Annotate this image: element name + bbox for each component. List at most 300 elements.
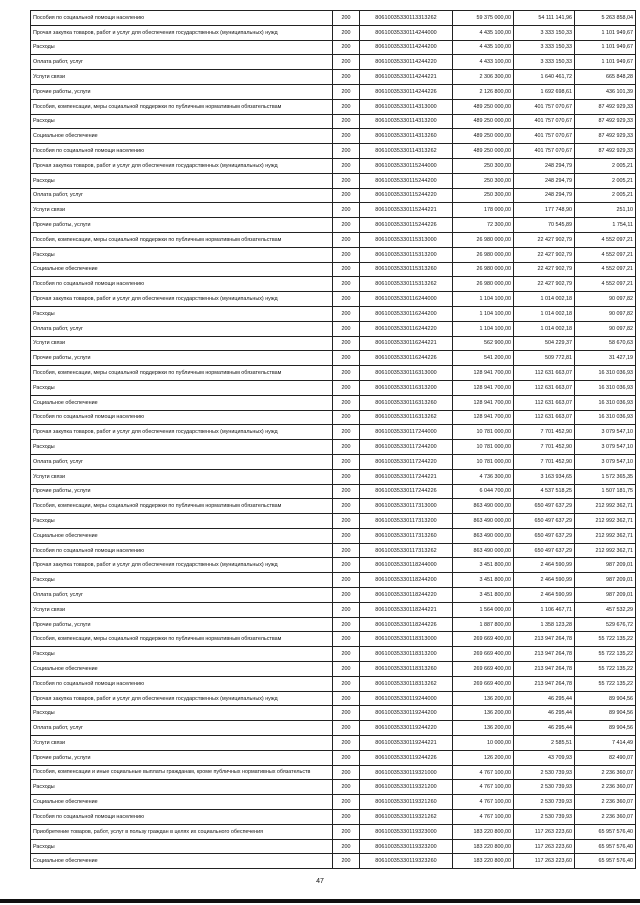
row-kbk-cell: 80610035330118313262 [360,676,453,691]
row-remaining-cell: 212 992 362,71 [575,528,636,543]
row-kbk-cell: 80610035330118244000 [360,558,453,573]
table-row [31,306,636,321]
table-row [31,454,636,469]
row-kbk-cell: 80610035330116244221 [360,336,453,351]
row-remaining-cell: 457 532,29 [575,602,636,617]
row-code-cell: 200 [333,528,360,543]
row-code-cell: 200 [333,454,360,469]
row-executed-cell: 22 427 902,79 [514,232,575,247]
row-executed-cell: 2 464 590,99 [514,573,575,588]
row-code-cell: 200 [333,366,360,381]
row-executed-cell: 7 701 452,90 [514,425,575,440]
row-executed-cell: 46 295,44 [514,691,575,706]
row-code-cell: 200 [333,55,360,70]
table-row [31,55,636,70]
row-remaining-cell: 3 079 547,10 [575,440,636,455]
row-remaining-cell: 87 492 929,33 [575,114,636,129]
table-row [31,173,636,188]
row-code-cell: 200 [333,558,360,573]
row-executed-cell: 46 295,44 [514,706,575,721]
row-remaining-cell: 55 722 135,22 [575,676,636,691]
row-remaining-cell: 89 904,56 [575,721,636,736]
row-code-cell: 200 [333,721,360,736]
row-code-cell: 200 [333,99,360,114]
table-row [31,662,636,677]
row-kbk-cell: 80610035330115244000 [360,158,453,173]
row-approved-cell: 128 941 700,00 [453,380,514,395]
row-kbk-cell: 80610035330119323200 [360,839,453,854]
row-executed-cell: 3 333 150,33 [514,40,575,55]
table-row [31,810,636,825]
row-executed-cell: 1 014 002,18 [514,292,575,307]
row-code-cell: 200 [333,602,360,617]
row-code-cell: 200 [333,232,360,247]
row-approved-cell: 4 767 100,00 [453,810,514,825]
row-approved-cell: 1 564 000,00 [453,602,514,617]
row-name-cell: Оплата работ, услуг [31,188,333,203]
table-row [31,99,636,114]
row-code-cell: 200 [333,440,360,455]
row-code-cell: 200 [333,617,360,632]
row-name-cell: Пособия, компенсации и иные социальные выплаты гражданам, кроме публичных нормативных обязательств [31,765,333,780]
table-body [31,11,636,869]
row-executed-cell: 650 497 637,29 [514,543,575,558]
row-code-cell: 200 [333,810,360,825]
row-remaining-cell: 1 507 181,75 [575,484,636,499]
row-executed-cell: 3 333 150,33 [514,55,575,70]
row-kbk-cell: 80610035330115244221 [360,203,453,218]
row-executed-cell: 213 947 264,78 [514,647,575,662]
row-code-cell: 200 [333,499,360,514]
row-name-cell: Услуги связи [31,602,333,617]
row-kbk-cell: 80610035330119244000 [360,691,453,706]
row-name-cell: Прочая закупка товаров, работ и услуг для обеспечения государственных (муниципальных) нужд [31,292,333,307]
row-kbk-cell: 80610035330115313260 [360,262,453,277]
row-name-cell: Расходы [31,706,333,721]
row-executed-cell: 7 701 452,90 [514,454,575,469]
row-remaining-cell: 212 992 362,71 [575,514,636,529]
table-row [31,336,636,351]
row-remaining-cell: 665 848,28 [575,70,636,85]
row-kbk-cell: 80610035330118313000 [360,632,453,647]
row-code-cell: 200 [333,25,360,40]
row-remaining-cell: 90 097,82 [575,321,636,336]
row-approved-cell: 26 980 000,00 [453,262,514,277]
row-approved-cell: 10 000,00 [453,736,514,751]
row-remaining-cell: 16 310 036,93 [575,366,636,381]
row-remaining-cell: 1 101 949,67 [575,25,636,40]
table-row [31,750,636,765]
row-name-cell: Прочие работы, услуги [31,218,333,233]
row-kbk-cell: 80610035330116313262 [360,410,453,425]
row-remaining-cell: 987 209,01 [575,588,636,603]
row-remaining-cell: 1 101 949,67 [575,55,636,70]
row-executed-cell: 2 530 739,93 [514,765,575,780]
row-name-cell: Расходы [31,40,333,55]
table-row [31,366,636,381]
row-name-cell: Социальное обеспечение [31,662,333,677]
row-code-cell: 200 [333,514,360,529]
row-executed-cell: 401 757 070,67 [514,114,575,129]
row-kbk-cell: 80610035330115313200 [360,247,453,262]
row-kbk-cell: 80610035330114313000 [360,99,453,114]
row-kbk-cell: 80610035330117313260 [360,528,453,543]
row-code-cell: 200 [333,795,360,810]
row-remaining-cell: 2 005,21 [575,158,636,173]
row-approved-cell: 26 980 000,00 [453,277,514,292]
row-executed-cell: 401 757 070,67 [514,129,575,144]
row-name-cell: Прочая закупка товаров, работ и услуг для обеспечения государственных (муниципальных) нужд [31,158,333,173]
row-name-cell: Расходы [31,440,333,455]
row-approved-cell: 136 200,00 [453,706,514,721]
row-kbk-cell: 80610035330116313260 [360,395,453,410]
row-name-cell: Социальное обеспечение [31,795,333,810]
row-code-cell: 200 [333,780,360,795]
row-executed-cell: 401 757 070,67 [514,99,575,114]
row-code-cell: 200 [333,484,360,499]
row-kbk-cell: 80610035330118244200 [360,573,453,588]
row-kbk-cell: 80610035330119244226 [360,750,453,765]
row-kbk-cell: 80610035330116244000 [360,292,453,307]
table-row [31,691,636,706]
row-approved-cell: 4 433 100,00 [453,55,514,70]
row-kbk-cell: 80610035330116244226 [360,351,453,366]
row-remaining-cell: 987 209,01 [575,558,636,573]
row-code-cell: 200 [333,410,360,425]
row-code-cell: 200 [333,114,360,129]
row-name-cell: Услуги связи [31,469,333,484]
row-code-cell: 200 [333,218,360,233]
row-kbk-cell: 80610035330119244200 [360,706,453,721]
row-remaining-cell: 4 552 097,21 [575,277,636,292]
row-kbk-cell: 80610035330114244000 [360,25,453,40]
table-row [31,632,636,647]
row-name-cell: Расходы [31,306,333,321]
row-code-cell: 200 [333,706,360,721]
row-code-cell: 200 [333,129,360,144]
row-name-cell: Оплата работ, услуг [31,721,333,736]
row-executed-cell: 112 631 663,07 [514,366,575,381]
row-remaining-cell: 987 209,01 [575,573,636,588]
row-approved-cell: 3 451 800,00 [453,558,514,573]
row-name-cell: Социальное обеспечение [31,129,333,144]
row-kbk-cell: 80610035330119321000 [360,765,453,780]
row-executed-cell: 70 545,89 [514,218,575,233]
row-kbk-cell: 80610035330117244220 [360,454,453,469]
row-remaining-cell: 16 310 036,93 [575,395,636,410]
row-kbk-cell: 80610035330116313000 [360,366,453,381]
row-approved-cell: 250 300,00 [453,188,514,203]
row-code-cell: 200 [333,824,360,839]
row-code-cell: 200 [333,188,360,203]
row-kbk-cell: 80610035330114244221 [360,70,453,85]
row-executed-cell: 43 709,93 [514,750,575,765]
table-row [31,617,636,632]
row-approved-cell: 4 435 100,00 [453,40,514,55]
row-code-cell: 200 [333,395,360,410]
row-name-cell: Пособия по социальной помощи населению [31,144,333,159]
row-name-cell: Пособия, компенсации, меры социальной поддержки по публичным нормативным обязательствам [31,499,333,514]
row-approved-cell: 2 126 800,00 [453,84,514,99]
table-row [31,129,636,144]
row-kbk-cell: 80610035330117313200 [360,514,453,529]
row-remaining-cell: 16 310 036,93 [575,410,636,425]
row-kbk-cell: 80610035330115313000 [360,232,453,247]
table-row [31,84,636,99]
row-code-cell: 200 [333,632,360,647]
row-executed-cell: 650 497 637,29 [514,499,575,514]
row-approved-cell: 136 200,00 [453,721,514,736]
row-code-cell: 200 [333,736,360,751]
row-name-cell: Социальное обеспечение [31,395,333,410]
row-remaining-cell: 1 572 365,35 [575,469,636,484]
row-approved-cell: 3 451 800,00 [453,588,514,603]
row-executed-cell: 650 497 637,29 [514,514,575,529]
table-row [31,839,636,854]
table-row [31,543,636,558]
row-executed-cell: 112 631 663,07 [514,395,575,410]
row-approved-cell: 269 669 400,00 [453,632,514,647]
row-name-cell: Расходы [31,173,333,188]
table-row [31,11,636,26]
row-remaining-cell: 55 722 135,22 [575,647,636,662]
row-remaining-cell: 90 097,82 [575,292,636,307]
row-executed-cell: 650 497 637,29 [514,528,575,543]
row-code-cell: 200 [333,662,360,677]
row-remaining-cell: 2 005,21 [575,173,636,188]
row-approved-cell: 489 250 000,00 [453,129,514,144]
row-approved-cell: 269 669 400,00 [453,647,514,662]
table-row [31,40,636,55]
table-row [31,440,636,455]
row-executed-cell: 117 263 223,60 [514,854,575,869]
row-name-cell: Социальное обеспечение [31,528,333,543]
row-remaining-cell: 89 904,56 [575,691,636,706]
row-kbk-cell: 80610035330114313200 [360,114,453,129]
row-executed-cell: 213 947 264,78 [514,662,575,677]
row-code-cell: 200 [333,765,360,780]
row-approved-cell: 269 669 400,00 [453,676,514,691]
row-approved-cell: 10 781 000,00 [453,440,514,455]
row-code-cell: 200 [333,70,360,85]
row-executed-cell: 117 263 223,60 [514,839,575,854]
row-remaining-cell: 65 957 576,40 [575,839,636,854]
row-remaining-cell: 2 236 360,07 [575,765,636,780]
row-name-cell: Социальное обеспечение [31,854,333,869]
row-name-cell: Расходы [31,514,333,529]
table-row [31,469,636,484]
table-row [31,188,636,203]
row-remaining-cell: 55 722 135,22 [575,632,636,647]
table-row [31,824,636,839]
table-row [31,736,636,751]
row-kbk-cell: 80610035330114244226 [360,84,453,99]
row-executed-cell: 3 333 150,33 [514,25,575,40]
row-code-cell: 200 [333,173,360,188]
row-approved-cell: 863 490 000,00 [453,528,514,543]
row-approved-cell: 10 781 000,00 [453,454,514,469]
row-name-cell: Приобретение товаров, работ, услуг в пользу граждан в целях их социального обеспечения [31,824,333,839]
row-code-cell: 200 [333,277,360,292]
row-code-cell: 200 [333,573,360,588]
row-code-cell: 200 [333,11,360,26]
row-approved-cell: 178 000,00 [453,203,514,218]
row-approved-cell: 4 767 100,00 [453,765,514,780]
row-code-cell: 200 [333,691,360,706]
row-name-cell: Прочие работы, услуги [31,351,333,366]
row-kbk-cell: 80610035330117244221 [360,469,453,484]
row-approved-cell: 250 300,00 [453,173,514,188]
row-name-cell: Пособия, компенсации, меры социальной поддержки по публичным нормативным обязательствам [31,366,333,381]
row-name-cell: Услуги связи [31,736,333,751]
row-remaining-cell: 90 097,82 [575,306,636,321]
row-code-cell: 200 [333,336,360,351]
row-kbk-cell: 80610035330114313260 [360,129,453,144]
row-approved-cell: 128 941 700,00 [453,410,514,425]
row-approved-cell: 4 736 300,00 [453,469,514,484]
row-name-cell: Прочая закупка товаров, работ и услуг для обеспечения государственных (муниципальных) нужд [31,425,333,440]
row-executed-cell: 2 464 590,99 [514,558,575,573]
row-remaining-cell: 82 490,07 [575,750,636,765]
row-executed-cell: 1 106 467,71 [514,602,575,617]
row-approved-cell: 4 767 100,00 [453,780,514,795]
row-approved-cell: 489 250 000,00 [453,99,514,114]
row-code-cell: 200 [333,292,360,307]
table-row [31,351,636,366]
row-kbk-cell: 80610035330117313000 [360,499,453,514]
row-approved-cell: 59 375 000,00 [453,11,514,26]
table-row [31,765,636,780]
row-code-cell: 200 [333,543,360,558]
row-name-cell: Оплата работ, услуг [31,588,333,603]
row-name-cell: Прочие работы, услуги [31,84,333,99]
row-kbk-cell: 80610035330119321262 [360,810,453,825]
row-approved-cell: 26 980 000,00 [453,247,514,262]
row-name-cell: Прочая закупка товаров, работ и услуг для обеспечения государственных (муниципальных) нужд [31,691,333,706]
row-kbk-cell: 80610035330114313262 [360,144,453,159]
table-row [31,277,636,292]
row-approved-cell: 1 887 800,00 [453,617,514,632]
row-approved-cell: 489 250 000,00 [453,144,514,159]
row-name-cell: Расходы [31,114,333,129]
row-remaining-cell: 3 079 547,10 [575,454,636,469]
row-kbk-cell: 80610035330114244200 [360,40,453,55]
table-row [31,528,636,543]
row-executed-cell: 248 294,79 [514,173,575,188]
row-executed-cell: 22 427 902,79 [514,277,575,292]
row-remaining-cell: 87 492 929,33 [575,144,636,159]
row-executed-cell: 2 530 739,93 [514,810,575,825]
row-remaining-cell: 212 992 362,71 [575,543,636,558]
row-code-cell: 200 [333,750,360,765]
row-remaining-cell: 89 904,56 [575,706,636,721]
table-row [31,602,636,617]
row-remaining-cell: 436 101,39 [575,84,636,99]
row-name-cell: Оплата работ, услуг [31,321,333,336]
row-code-cell: 200 [333,84,360,99]
row-code-cell: 200 [333,380,360,395]
table-row [31,854,636,869]
row-name-cell: Пособия по социальной помощи населению [31,277,333,292]
row-name-cell: Пособия по социальной помощи населению [31,11,333,26]
row-kbk-cell: 80610035330116244220 [360,321,453,336]
row-kbk-cell: 80610035330117313262 [360,543,453,558]
row-name-cell: Пособия, компенсации, меры социальной поддержки по публичным нормативным обязательствам [31,632,333,647]
row-kbk-cell: 80610035330115313262 [360,277,453,292]
row-approved-cell: 489 250 000,00 [453,114,514,129]
row-approved-cell: 126 200,00 [453,750,514,765]
table-row [31,25,636,40]
bottom-rule [0,899,640,903]
row-approved-cell: 1 104 100,00 [453,292,514,307]
table-row [31,158,636,173]
row-name-cell: Пособия по социальной помощи населению [31,676,333,691]
row-name-cell: Услуги связи [31,70,333,85]
row-executed-cell: 46 295,44 [514,721,575,736]
row-kbk-cell: 80610035330117244200 [360,440,453,455]
row-remaining-cell: 1 101 949,67 [575,40,636,55]
table-row [31,144,636,159]
row-executed-cell: 509 772,81 [514,351,575,366]
row-code-cell: 200 [333,158,360,173]
row-executed-cell: 504 229,37 [514,336,575,351]
row-executed-cell: 1 692 698,61 [514,84,575,99]
row-name-cell: Пособия по социальной помощи населению [31,543,333,558]
row-approved-cell: 4 435 100,00 [453,25,514,40]
row-approved-cell: 128 941 700,00 [453,366,514,381]
row-name-cell: Прочая закупка товаров, работ и услуг для обеспечения государственных (муниципальных) нужд [31,25,333,40]
row-executed-cell: 1 358 123,28 [514,617,575,632]
row-approved-cell: 183 220 800,00 [453,839,514,854]
row-remaining-cell: 31 427,19 [575,351,636,366]
row-executed-cell: 1 640 461,72 [514,70,575,85]
row-name-cell: Прочие работы, услуги [31,750,333,765]
row-name-cell: Услуги связи [31,336,333,351]
row-executed-cell: 22 427 902,79 [514,262,575,277]
table-row [31,780,636,795]
row-kbk-cell: 80610035330113313262 [360,11,453,26]
row-remaining-cell: 2 236 360,07 [575,795,636,810]
row-name-cell: Пособия по социальной помощи населению [31,410,333,425]
row-remaining-cell: 251,10 [575,203,636,218]
row-name-cell: Прочая закупка товаров, работ и услуг для обеспечения государственных (муниципальных) нужд [31,558,333,573]
row-name-cell: Оплата работ, услуг [31,55,333,70]
row-executed-cell: 2 585,51 [514,736,575,751]
row-approved-cell: 269 669 400,00 [453,662,514,677]
row-name-cell: Пособия, компенсации, меры социальной поддержки по публичным нормативным обязательствам [31,232,333,247]
row-executed-cell: 2 530 739,93 [514,795,575,810]
row-kbk-cell: 80610035330115244220 [360,188,453,203]
row-approved-cell: 1 104 100,00 [453,306,514,321]
row-code-cell: 200 [333,588,360,603]
row-approved-cell: 136 200,00 [453,691,514,706]
row-approved-cell: 10 781 000,00 [453,425,514,440]
row-approved-cell: 4 767 100,00 [453,795,514,810]
row-kbk-cell: 80610035330119321260 [360,795,453,810]
row-code-cell: 200 [333,839,360,854]
budget-execution-table [30,10,636,869]
row-kbk-cell: 80610035330119323260 [360,854,453,869]
row-remaining-cell: 87 492 929,33 [575,129,636,144]
row-name-cell: Расходы [31,647,333,662]
row-approved-cell: 2 306 300,00 [453,70,514,85]
row-remaining-cell: 2 005,21 [575,188,636,203]
row-executed-cell: 54 111 141,96 [514,11,575,26]
row-remaining-cell: 5 263 858,04 [575,11,636,26]
row-remaining-cell: 58 670,63 [575,336,636,351]
row-executed-cell: 401 757 070,67 [514,144,575,159]
row-approved-cell: 72 300,00 [453,218,514,233]
